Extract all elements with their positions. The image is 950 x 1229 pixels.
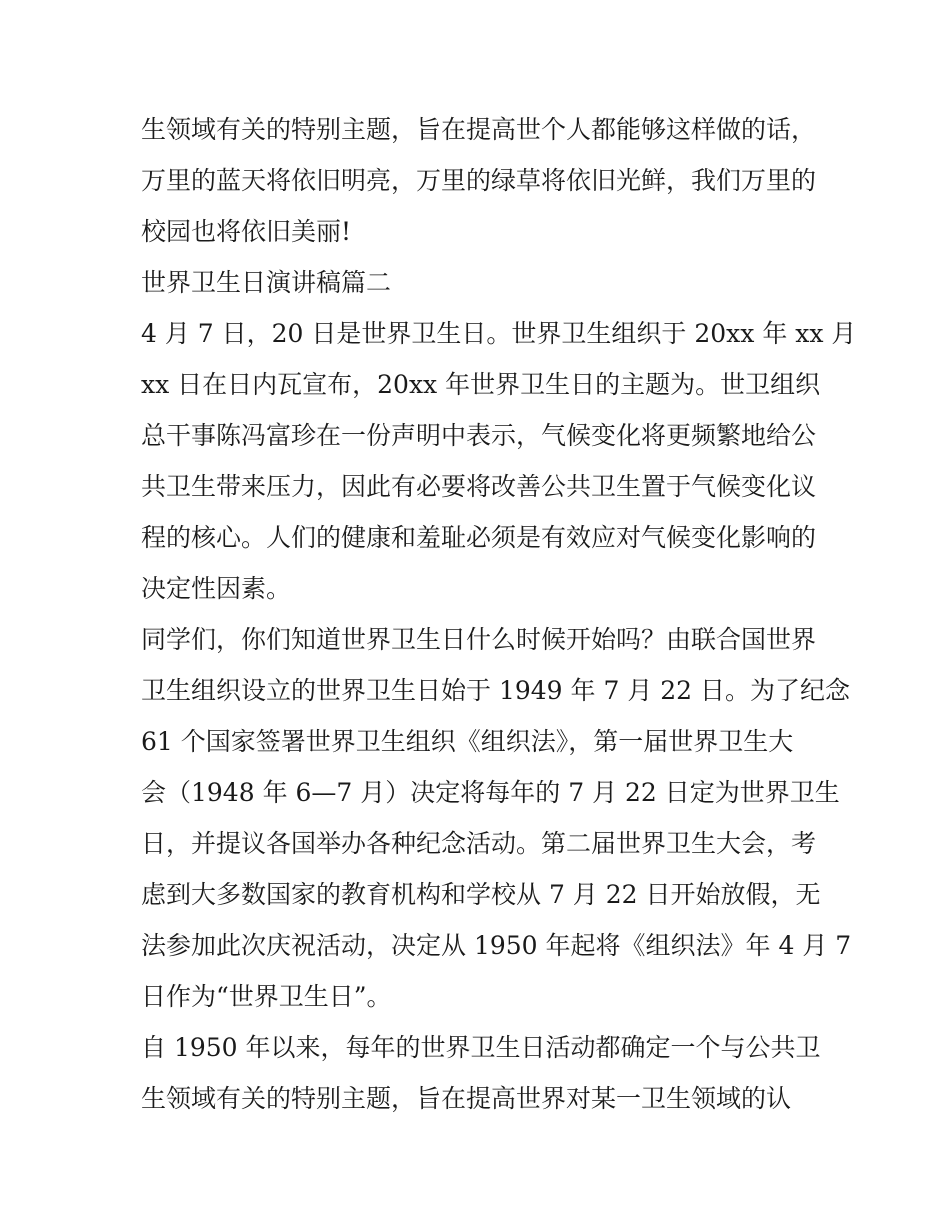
text-line: 总干事陈冯富珍在一份声明中表示，气候变化将更频繁地给公 bbox=[141, 421, 817, 450]
text-line: 卫生组织设立的世界卫生日始于 1949 年 7 月 22 日。为了纪念 bbox=[141, 676, 851, 705]
text-line: 法参加此次庆祝活动，决定从 1950 年起将《组织法》年 4 月 7 bbox=[141, 931, 852, 960]
text-line: xx 日在日内瓦宣布，20xx 年世界卫生日的主题为。世卫组织 bbox=[141, 370, 821, 399]
text-line: 生领域有关的特别主题，旨在提高世界对某一卫生领域的认 bbox=[141, 1084, 792, 1113]
text-line: 生领域有关的特别主题，旨在提高世个人都能够这样做的话， bbox=[141, 115, 817, 144]
text-line: 决定性因素。 bbox=[141, 574, 292, 603]
text-line: 程的核心。人们的健康和羞耻必须是有效应对气候变化影响的 bbox=[141, 523, 817, 552]
text-line: 同学们，你们知道世界卫生日什么时候开始吗？由联合国世界 bbox=[141, 625, 817, 654]
section-heading: 世界卫生日演讲稿篇二 bbox=[141, 268, 392, 297]
text-line: 虑到大多数国家的教育机构和学校从 7 月 22 日开始放假，无 bbox=[141, 880, 821, 909]
text-line: 日，并提议各国举办各种纪念活动。第二届世界卫生大会，考 bbox=[141, 829, 817, 858]
text-line: 61 个国家签署世界卫生组织《组织法》，第一届世界卫生大 bbox=[141, 727, 794, 756]
text-line: 万里的蓝天将依旧明亮，万里的绿草将依旧光鲜，我们万里的 bbox=[141, 166, 817, 195]
text-line: 会（1948 年 6—7 月）决定将每年的 7 月 22 日定为世界卫生 bbox=[141, 778, 840, 807]
document-body-text bbox=[141, 104, 857, 1124]
text-line: 校园也将依旧美丽! bbox=[141, 217, 352, 246]
text-line: 日作为“世界卫生日”。 bbox=[141, 982, 392, 1011]
text-line: 共卫生带来压力，因此有必要将改善公共卫生置于气候变化议 bbox=[141, 472, 817, 501]
text-line: 4 月 7 日，20 日是世界卫生日。世界卫生组织于 20xx 年 xx 月 bbox=[141, 319, 857, 348]
text-line: 自 1950 年以来，每年的世界卫生日活动都确定一个与公共卫 bbox=[141, 1033, 821, 1062]
